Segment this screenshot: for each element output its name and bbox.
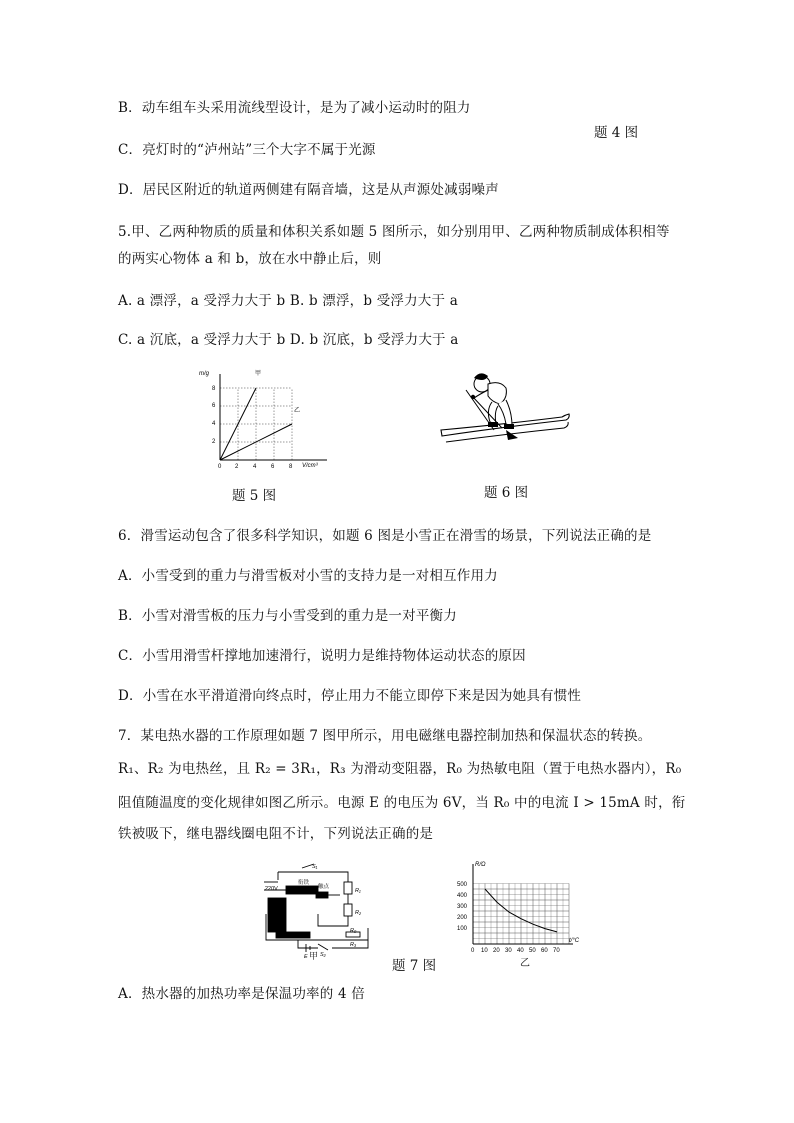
y-tick: 500 [457,882,468,888]
q7-graph-sub-caption: 乙 [520,958,530,969]
x-axis-label: t/°C [569,938,580,944]
x-axis-label: V/cm³ [302,463,318,469]
x-tick: 60 [541,948,548,954]
label-r0: R₀ [350,928,357,934]
label-r3: R₃ [350,942,357,948]
y-tick: 2 [212,439,216,445]
q7-circuit-sub-caption: 甲 [309,952,319,962]
q6-option-a: A．小雪受到的重力与滑雪板对小雪的支持力是一对相互作用力 [118,568,498,584]
q5-mass-volume-graph [195,366,335,470]
x-tick: 8 [289,464,293,470]
series-yi-label: 乙 [294,408,301,414]
q6-option-b: B．小雪对滑雪板的压力与小雪受到的重力是一对平衡力 [118,608,457,624]
q7-figure-caption: 题 7 图 [392,958,437,974]
q7-resistance-temperature-graph [455,858,589,956]
y-tick: 100 [457,926,468,932]
x-tick: 40 [517,948,524,954]
q7-stem-line-2: R₁、R₂ 为电热丝，且 R₂ = 3R₁，R₃ 为滑动变阻器，R₀ 为热敏电阻（置于电热水器内），R₀ [118,761,682,777]
label-r1: R₁ [355,888,361,894]
q6-skier-illustration [436,368,572,444]
label-e: E [304,954,308,958]
q7-stem-line-1: 7．某电热水器的工作原理如题 7 图甲所示，用电磁继电器控制加热和保温状态的转换。 [118,728,652,744]
q6-figure-caption: 题 6 图 [484,485,529,501]
y-tick: 200 [457,915,468,921]
q4-option-b: B．动车组车头采用流线型设计，是为了减小运动时的阻力 [118,100,471,116]
y-tick: 8 [212,386,216,392]
y-tick: 400 [457,893,468,899]
y-tick: 6 [212,403,216,409]
q4-option-c: C．亮灯时的“泸州站”三个大字不属于光源 [118,142,376,158]
x-tick: 2 [235,464,239,470]
y-tick: 300 [457,904,468,910]
q4-option-d: D．居民区附近的轨道两侧建有隔音墙，这是从声源处减弱噪声 [118,182,499,198]
q5-options-ab: A. a 漂浮，a 受浮力大于 b B. b 漂浮，b 受浮力大于 a [118,293,458,309]
label-s2: S₂ [320,952,326,958]
x-tick: 70 [553,948,560,954]
q6-option-d: D．小雪在水平滑道滑向终点时，停止用力不能立即停下来是因为她具有惯性 [118,688,582,704]
label-armature: 衔铁 [298,880,310,886]
x-tick: 10 [481,948,488,954]
q5-options-cd: C. a 沉底，a 受浮力大于 b D. b 沉底，b 受浮力大于 a [118,332,459,348]
q6-option-c: C．小雪用滑雪杆撑地加速滑行，说明力是维持物体运动状态的原因 [118,648,526,664]
label-220v: 220V [265,886,278,892]
series-jia-label: 甲 [255,371,262,377]
q7-option-a: A．热水器的加热功率是保温功率的 4 倍 [118,986,365,1002]
y-axis-label: m/g [199,371,210,377]
x-tick: 0 [218,464,222,470]
q7-stem-line-4: 铁被吸下，继电器线圈电阻不计，下列说法正确的是 [118,826,434,842]
x-tick: 4 [253,464,257,470]
x-tick: 6 [271,464,275,470]
q5-stem-line-1: 5.甲、乙两种物质的质量和体积关系如题 5 图所示，如分别用甲、乙两种物质制成体积相等 [118,224,670,240]
q7-stem-line-3: 阻值随温度的变化规律如图乙所示。电源 E 的电压为 6V，当 R₀ 中的电流 I > 15mA 时，衔 [118,795,686,811]
label-r2: R₂ [355,910,362,916]
y-axis-label: R/Ω [475,862,486,868]
q4-figure-caption: 题 4 图 [594,125,639,141]
q6-stem: 6．滑雪运动包含了很多科学知识，如题 6 图是小雪正在滑雪的场景，下列说法正确的是 [118,528,652,544]
x-tick: 20 [493,948,500,954]
x-tick: 50 [529,948,536,954]
label-s1: S₁ [312,864,318,870]
y-tick: 4 [212,421,216,427]
x-tick: 0 [471,948,475,954]
q5-stem-line-2: 的两实心物体 a 和 b，放在水中静止后，则 [118,251,382,267]
x-tick: 30 [505,948,512,954]
graph-grid [220,388,292,460]
graph-grid [473,884,569,945]
q7-circuit-diagram [258,862,378,958]
label-contact: 触点 [318,884,330,890]
q5-figure-caption: 题 5 图 [232,488,277,504]
